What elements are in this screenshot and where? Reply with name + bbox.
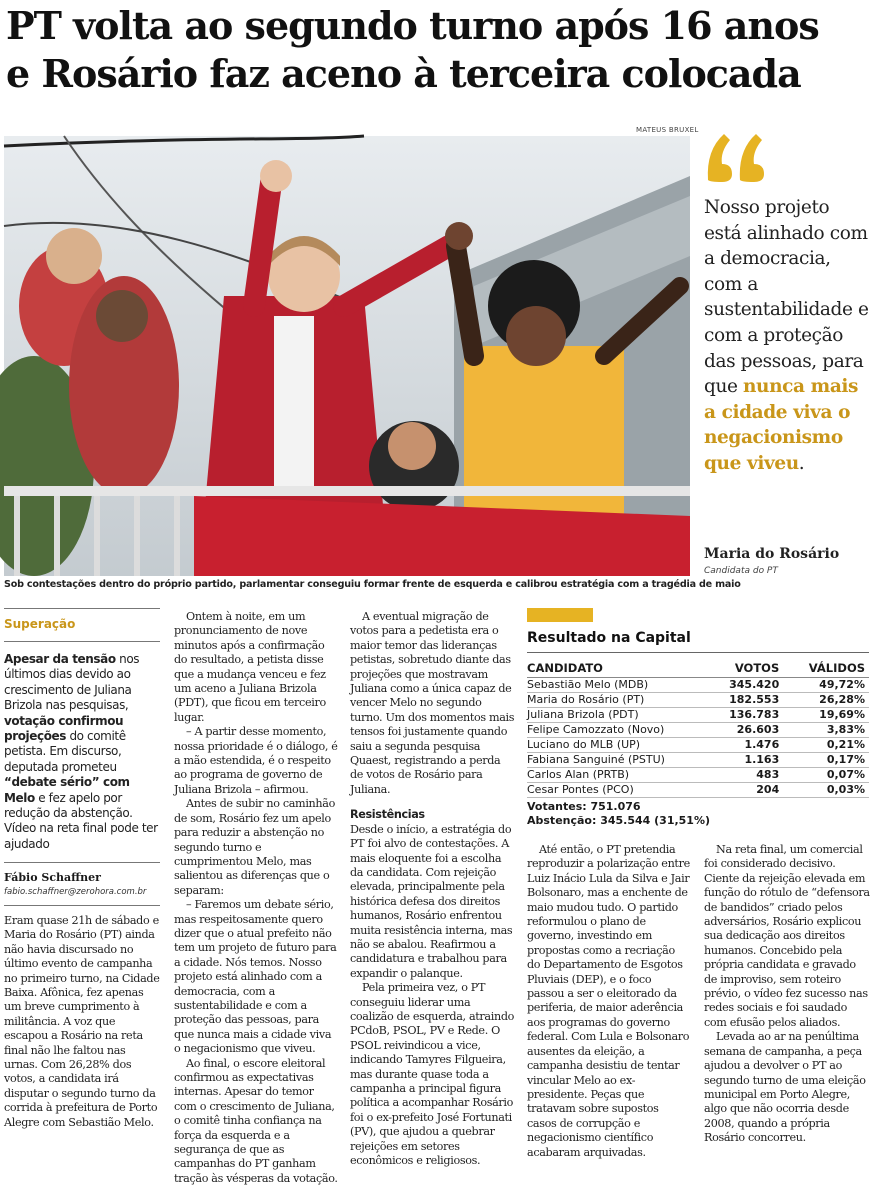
results-title: Resultado na Capital	[527, 630, 869, 653]
candidate-name: Juliana Brizola (PDT)	[527, 708, 710, 723]
candidate-votes: 483	[710, 768, 790, 783]
lead-segment: Apesar da tensão	[4, 652, 116, 666]
results-row	[527, 783, 869, 798]
candidate-votes: 182.553	[710, 693, 790, 708]
candidate-percent: 26,28%	[789, 693, 869, 708]
candidate-name: Maria do Rosário (PT)	[527, 693, 710, 708]
lead-segment: votação confirmou projeções	[4, 713, 124, 744]
paragraph: – Faremos um debate sério, mas respeitosamente quero dizer que o atual prefeito não tem um projeto de futuro para a cidade. Nós temos. Nosso projeto está alinhado com a democracia, com a sustentabilidade e com a proteção das pessoas, para que nunca mais a cidade viva o negacionismo que viveu.	[174, 898, 337, 1056]
quote-author: Maria do Rosário	[704, 546, 840, 562]
paragraph: Até então, o PT pretendia reproduzir a polarização entre Luiz Inácio Lula da Silva e Jair Bolsonaro, mas a enchente de maio mudou tudo. O partido reformulou o plano de governo, investindo em propostas como a recriação do Departamento de Esgotos Pluviais (DEP), e o foco passou a ser o eleitorado da periferia, de maior aderência aos programas do governo federal. Com Lula e Bolsonaro ausentes da eleição, a campanha desistiu de tentar vincular Melo ao ex-presidente. Peças que tratavam sobre supostos casos de corrupção e negacionismo científico acabaram arquivadas.	[527, 843, 690, 1159]
candidate-votes: 345.420	[710, 678, 790, 693]
main-photo	[4, 136, 690, 576]
paragraph: Ontem à noite, em um pronunciamento de nove minutos após a confirmação do resultado, a petista disse que a mudança venceu e fez um aceno a Juliana Brizola (PDT), que ficou em terceiro lugar.	[174, 610, 326, 724]
results-row	[527, 723, 869, 738]
candidate-votes: 1.476	[710, 738, 790, 753]
paragraph: Pela primeira vez, o PT conseguiu liderar uma coalizão de esquerda, atraindo PCdoB, PSOL, PV e Rede. O PSOL reivindicou a vice, indicando Tamyres Filgueira, mas durante quase toda a campanha a principal figura política a acompanhar Rosário foi o ex-prefeito José Fortunati (PV), que ajudou a quebrar rejeições em setores econômicos e religiosos.	[350, 981, 515, 1168]
paragraph: Desde o início, a estratégia do PT foi alvo de contestações. A mais eloquente foi a escolha da candidata. Com rejeição elevada, principalmente pela histórica defesa dos direitos humanos, Rosário enfrentou muita resistência interna, mas não se abalou. Reafirmou a candidatura e trabalhou para expandir o palanque.	[350, 822, 513, 980]
body-column-1	[4, 914, 162, 1130]
header-candidato: CANDIDATO	[527, 653, 710, 678]
candidate-votes: 1.163	[710, 753, 790, 768]
paragraph: A eventual migração de votos para a pedetista era o maior temor das lideranças petistas, sobretudo diante das projeções que mostravam Juliana como a única capaz de vencer Melo no segundo turno. Um dos momentos mais tensos foi justamente quando saiu a segunda pesquisa Quaest, registrando a perda de votos de Rosário para Juliana.	[350, 610, 515, 796]
results-header-row	[527, 653, 869, 678]
header-votos: VOTOS	[710, 653, 790, 678]
results-row	[527, 693, 869, 708]
results-row	[527, 708, 869, 723]
headline	[6, 2, 868, 98]
pull-quote	[704, 195, 870, 477]
candidate-percent: 0,17%	[789, 753, 869, 768]
results-accent-bar	[527, 608, 593, 622]
author-email[interactable]: fabio.schaffner@zerohora.com.br	[4, 887, 147, 898]
candidate-percent: 19,69%	[789, 708, 869, 723]
headline-line-1: PT volta ao segundo turno após 16 anos	[6, 3, 819, 48]
results-row	[527, 768, 869, 783]
candidate-percent: 3,83%	[789, 723, 869, 738]
body-column-5	[704, 843, 870, 1146]
paragraph: – A partir desse momento, nossa prioridade é o diálogo, é a mão estendida, é o respeito ao programa de governo de Juliana Brizola – afirmou.	[174, 725, 338, 796]
body-column-3	[350, 610, 516, 1168]
candidate-name: Felipe Camozzato (Novo)	[527, 723, 710, 738]
results-row	[527, 738, 869, 753]
candidate-name: Fabiana Sanguiné (PSTU)	[527, 753, 710, 768]
candidate-votes: 136.783	[710, 708, 790, 723]
sidebar-summary	[4, 608, 160, 906]
candidate-percent: 0,21%	[789, 738, 869, 753]
pull-quote-end: .	[798, 452, 805, 474]
pull-quote-highlight: nunca mais a cidade viva o negacionismo que viveu	[704, 376, 859, 474]
byline: Fábio Schaffner	[4, 871, 101, 885]
paragraph: Eram quase 21h de sábado e Maria do Rosário (PT) ainda não havia discursado no último evento de campanha no primeiro turno, na Cidade Baixa. Afônica, fez apenas um breve cumprimento à militância. A voz que escapou a Rosário na reta final não lhe faltou nas urnas. Com 26,28% dos votos, a candidata irá disputar o segundo turno da corrida à prefeitura de Porto Alegre com Sebastião Melo.	[4, 914, 160, 1129]
lead-segment: nos últimos dias devido ao crescimento de Juliana Brizola nas pesquisas,	[4, 652, 140, 713]
candidate-votes: 204	[710, 783, 790, 798]
results-box	[527, 608, 869, 828]
paragraph: Na reta final, um comercial foi considerado decisivo. Ciente da rejeição elevada em função do rótulo de “defensora de bandidos” criado pelos adversários, Rosário explicou sua dedicação aos direitos humanos. Concebido pela própria candidata e gravado de improviso, sem roteiro prévio, o vídeo fez sucesso nas redes sociais e foi saudado com efusão pelos aliados.	[704, 843, 870, 1029]
quote-mark-icon	[702, 120, 772, 190]
candidate-name: Carlos Alan (PRTB)	[527, 768, 710, 783]
photo-caption: Sob contestações dentro do próprio partido, parlamentar conseguiu formar frente de esquerda e calibrou estratégia com a tragédia de maio	[4, 579, 741, 590]
candidate-percent: 0,07%	[789, 768, 869, 783]
results-row	[527, 753, 869, 768]
sidebar-title: Superação	[4, 617, 76, 631]
paragraph: Antes de subir no caminhão de som, Rosário fez um apelo para reduzir a abstenção no segundo turno e cumprimentou Melo, mas salientou as diferenças que o separam:	[174, 797, 335, 897]
campaign-rally-photo	[4, 136, 690, 576]
photo-credit: MATEUS BRUXEL	[636, 126, 699, 134]
candidate-name: Sebastião Melo (MDB)	[527, 678, 710, 693]
candidate-percent: 49,72%	[789, 678, 869, 693]
votantes: Votantes: 751.076	[527, 800, 641, 813]
lead-segment: do comitê petista. Em discurso, deputada prometeu	[4, 729, 126, 774]
lead-segment: “debate sério” com Melo	[4, 775, 130, 805]
candidate-votes: 26.603	[710, 723, 790, 738]
candidate-percent: 0,03%	[789, 783, 869, 798]
paragraph: Ao final, o escore eleitoral confirmou as expectativas internas. Apesar do temor com o crescimento de Juliana, o comitê tinha confiança na força da esquerda e a segurança de que as campanhas do PT ganham tração às vésperas da votação.	[174, 1056, 338, 1185]
quote-role: Candidata do PT	[704, 566, 778, 576]
sidebar-rule	[4, 905, 160, 906]
results-body	[527, 678, 869, 798]
pull-quote-text: Nosso projeto está alinhado com a democracia, com a sustentabilidade e com a proteção das pessoas, para que	[704, 197, 869, 398]
abstencao: Abstenção: 345.544 (31,51%)	[527, 814, 711, 827]
body-column-4	[527, 843, 691, 1160]
paragraph: Levada ao ar na penúltima semana de campanha, a peça ajudou a devolver o PT ao segundo turno de uma eleição municipal em Porto Alegre, algo que não ocorria desde 2008, quando a própria Rosário concorreu.	[704, 1030, 866, 1145]
lead-segment: e fez apelo por redução da abstenção. Vídeo na reta final pode ter ajudado	[4, 790, 158, 851]
sidebar-lead	[4, 642, 160, 852]
subheading: Resistências	[350, 808, 425, 822]
body-column-2	[174, 610, 338, 1186]
candidate-name: Luciano do MLB (UP)	[527, 738, 710, 753]
results-table	[527, 653, 869, 798]
headline-line-2: e Rosário faz aceno à terceira colocada	[6, 51, 801, 96]
header-validos: VÁLIDOS	[789, 653, 869, 678]
candidate-name: Cesar Pontes (PCO)	[527, 783, 710, 798]
results-row	[527, 678, 869, 693]
